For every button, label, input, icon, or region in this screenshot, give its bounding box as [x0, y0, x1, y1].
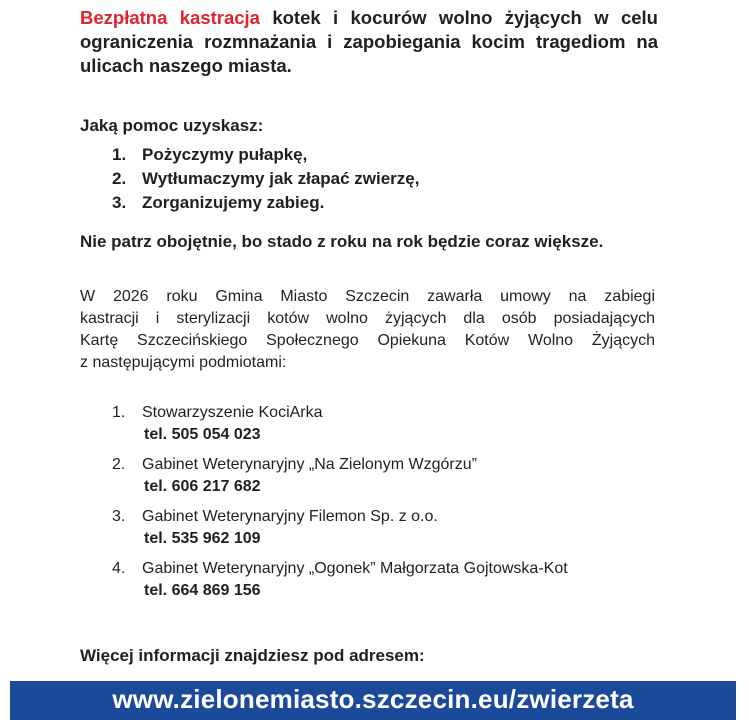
help-title: Jaką pomoc uzyskasz:	[80, 116, 264, 135]
warning-text: Nie patrz obojętnie, bo stado z roku na rok będzie coraz większe.	[80, 232, 604, 251]
help-item-number: 3.	[112, 193, 127, 212]
organization-number: 3.	[112, 508, 126, 525]
organization-item	[112, 558, 568, 602]
help-item-number: 2.	[112, 169, 127, 188]
organization-item	[112, 454, 568, 498]
help-item-text: Zorganizujemy zabieg.	[142, 193, 325, 212]
organization-number: 4.	[112, 560, 126, 577]
intro-highlight: Bezpłatna kastracja	[80, 7, 260, 28]
help-item-text: Pożyczymy pułapkę,	[142, 145, 308, 164]
organization-name: Gabinet Weterynaryjny Filemon Sp. z o.o.	[142, 508, 438, 525]
help-list	[112, 143, 419, 215]
intro-text	[80, 6, 658, 78]
organization-phone: tel. 535 962 109	[144, 530, 261, 547]
organization-number: 1.	[112, 404, 126, 421]
contract-paragraph	[80, 286, 655, 374]
url-link[interactable]: www.zielonemiasto.szczecin.eu/zwierzeta	[112, 684, 634, 714]
intro-rest: kotek i kocurów wolno żyjących w celu ograniczenia rozmnażania i zapobiegania kocim tragediom na ulicach naszego miasta.	[80, 7, 658, 76]
organization-name: Stowarzyszenie KociArka	[142, 404, 323, 421]
help-item-text: Wytłumaczymy jak złapać zwierzę,	[142, 169, 420, 188]
help-item	[112, 143, 419, 167]
organization-phone: tel. 606 217 682	[144, 478, 261, 495]
more-info-text: Więcej informacji znajdziesz pod adresem:	[80, 646, 425, 665]
paragraph-line: W 2026 roku Gmina Miasto Szczecin zawarła umowy na zabiegi	[80, 288, 655, 305]
paragraph-line: kastracji i sterylizacji kotów wolno żyjących dla osób posiadających	[80, 310, 655, 327]
paragraph-line: z następującymi podmiotami:	[80, 354, 287, 371]
organization-phone: tel. 664 869 156	[144, 582, 261, 599]
help-item-number: 1.	[112, 145, 127, 164]
help-item	[112, 167, 419, 191]
organization-list	[112, 402, 568, 610]
organization-phone: tel. 505 054 023	[144, 426, 261, 443]
organization-item	[112, 402, 568, 446]
organization-item	[112, 506, 568, 550]
organization-number: 2.	[112, 456, 126, 473]
url-banner[interactable]	[10, 681, 736, 720]
paragraph-line: Kartę Szczecińskiego Społecznego Opiekuna Kotów Wolno Żyjących	[80, 332, 655, 349]
help-item	[112, 191, 419, 215]
organization-name: Gabinet Weterynaryjny „Na Zielonym Wzgórzu”	[142, 456, 477, 473]
organization-name: Gabinet Weterynaryjny „Ogonek” Małgorzata Gojtowska-Kot	[142, 560, 568, 577]
